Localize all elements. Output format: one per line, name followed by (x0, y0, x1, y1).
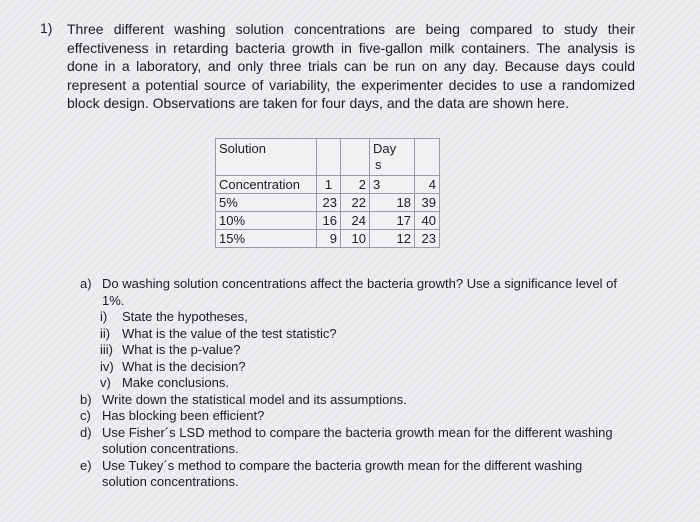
subpart-ii (80, 326, 628, 343)
table-row (216, 230, 440, 248)
table-row (216, 176, 440, 194)
subpart-text: Make conclusions. (122, 375, 229, 390)
subpart-marker: v) (100, 375, 111, 390)
part-marker: b) (80, 391, 92, 407)
table-cell: 12 (370, 230, 415, 248)
data-table (215, 138, 440, 248)
subpart-iii (80, 342, 628, 359)
part-text: Has blocking been efficient? (102, 408, 265, 423)
column-header: 4 (415, 176, 440, 194)
column-header: 2 (341, 176, 370, 194)
part-text: Use Tukey´s method to compare the bacteria growth mean for the different washing solution concentrations. (102, 457, 583, 489)
part-marker: a) (80, 276, 92, 291)
table-cell: 9 (317, 230, 341, 248)
days-header (370, 139, 415, 176)
subpart-text: What is the decision? (122, 358, 246, 374)
part-marker: c) (80, 408, 91, 423)
table-cell: 39 (415, 194, 440, 212)
subpart-v (80, 375, 628, 392)
subpart-marker: i) (100, 309, 108, 324)
table-cell: 40 (415, 212, 440, 230)
table-cell: 17 (370, 212, 415, 230)
row-header-label: Concentration (216, 176, 317, 194)
part-marker: d) (80, 424, 92, 440)
table-cell: 24 (341, 212, 370, 230)
question-number: 1) (40, 20, 53, 36)
table-cell: 16 (317, 212, 341, 230)
subpart-text: What is the p-value? (122, 342, 241, 357)
part-text: Write down the statistical model and its assumptions. (102, 391, 407, 407)
part-text: Use Fisher´s LSD method to compare the bacteria growth mean for the different washing solution concentrations. (102, 424, 613, 456)
part-marker: e) (80, 457, 92, 473)
table-header-row (216, 139, 440, 176)
subpart-text: What is the value of the test statistic? (122, 325, 337, 341)
row-label: 15% (216, 230, 317, 248)
subpart-i (80, 309, 628, 326)
row-label: 10% (216, 212, 317, 230)
part-text: Do washing solution concentrations affect the bacteria growth? Use a significance level of 1%. (102, 276, 617, 308)
table-row (216, 212, 440, 230)
table-cell: 23 (415, 230, 440, 248)
subpart-marker: iii) (100, 342, 113, 357)
part-a (80, 276, 628, 309)
days-header-part-a: Day (373, 141, 397, 156)
question-intro: Three different washing solution concentrations are being compared to study their effectiveness in retarding bacteria growth in five-gallon milk containers. The analysis is done in a laboratory, and only three trials can be run on any day. Because days could represent a potential source of variability, the experimenter decides to use a randomized block design. Observations are taken for four days, and the data are shown here. (67, 21, 635, 111)
subpart-marker: iv) (100, 358, 114, 374)
question-parts (80, 276, 628, 491)
part-c (80, 408, 628, 425)
table-cell: 10 (341, 230, 370, 248)
days-header-part-b: s (375, 157, 382, 172)
table-cell: 18 (370, 194, 415, 212)
row-label: 5% (216, 194, 317, 212)
column-header: 1 (317, 176, 341, 194)
subpart-iv (80, 359, 628, 376)
part-b (80, 392, 628, 409)
table-cell: 22 (341, 194, 370, 212)
table-corner-label: Solution (216, 139, 317, 176)
column-header: 3 (370, 176, 415, 194)
part-d (80, 425, 628, 458)
table-row (216, 194, 440, 212)
part-e (80, 458, 628, 491)
table-cell: 23 (317, 194, 341, 212)
subpart-text: State the hypotheses, (122, 309, 248, 324)
subpart-marker: ii) (100, 325, 111, 341)
